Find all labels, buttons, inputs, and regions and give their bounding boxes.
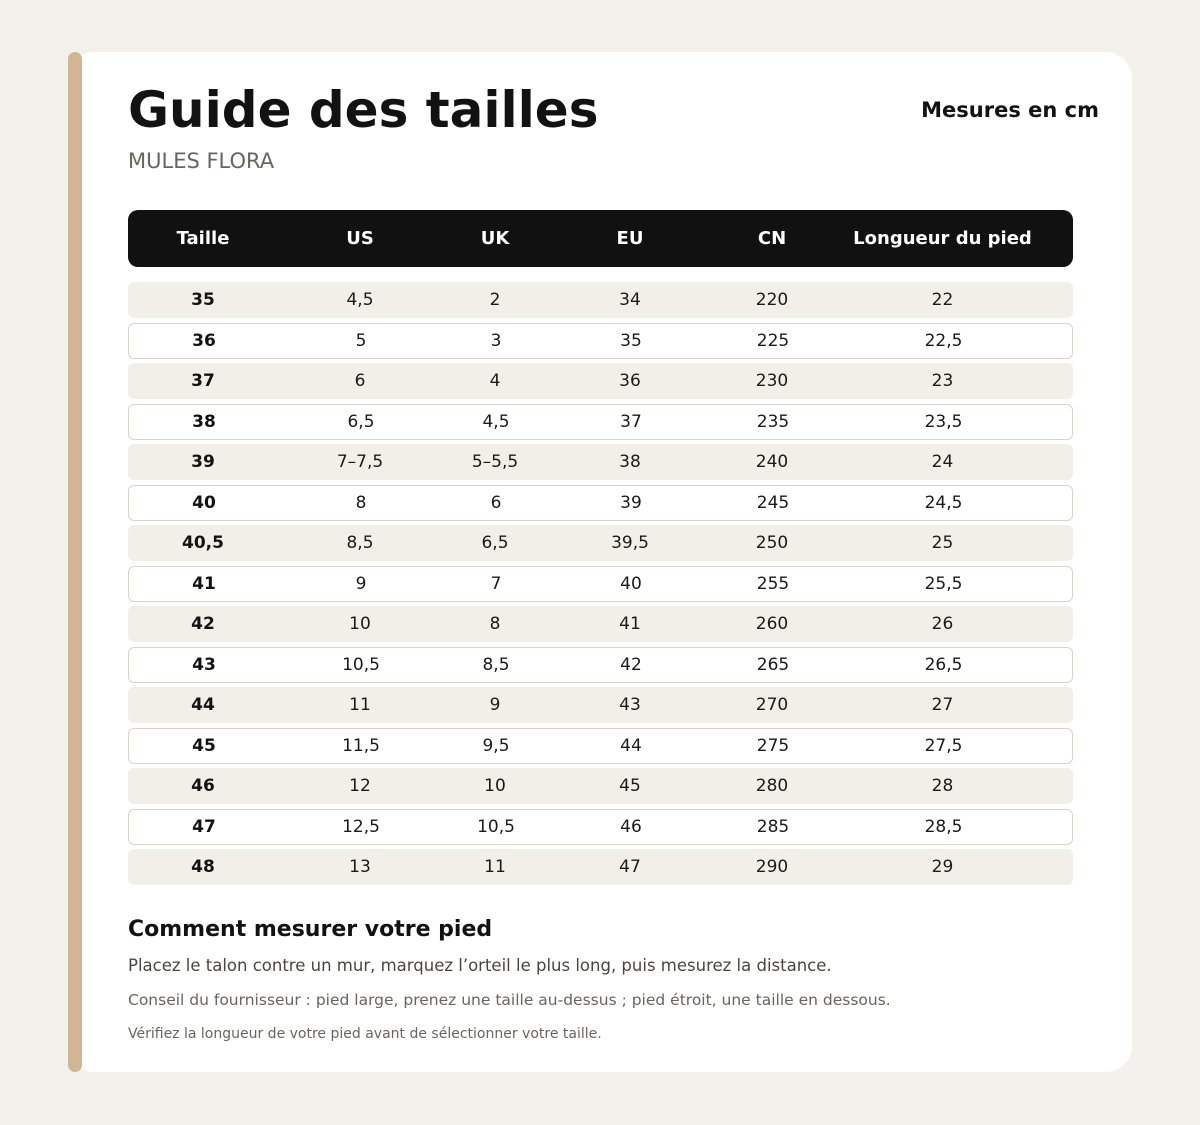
cell-size: 40 <box>192 492 216 513</box>
table-row <box>128 363 1073 399</box>
cell-us: 8 <box>355 492 367 513</box>
table-row <box>128 323 1073 359</box>
cell-us: 13 <box>349 857 371 877</box>
cell-eu: 44 <box>620 735 642 756</box>
cell-eu: 34 <box>619 290 641 310</box>
cell-cn: 280 <box>755 776 789 796</box>
table-row <box>128 525 1073 561</box>
table-row <box>128 566 1073 602</box>
cell-uk: 9,5 <box>482 735 510 756</box>
cell-cn: 270 <box>755 695 789 715</box>
cell-eu: 39 <box>620 492 642 513</box>
cell-foot-length: 26 <box>931 614 954 634</box>
table-row <box>128 404 1073 440</box>
cell-cn: 230 <box>755 371 789 391</box>
cell-uk: 8 <box>489 614 501 634</box>
accent-bar <box>68 52 82 1072</box>
verification-note: Vérifiez la longueur de votre pied avant de sélectionner votre taille. <box>128 1026 602 1042</box>
table-row <box>128 809 1073 845</box>
cell-uk: 8,5 <box>482 654 510 675</box>
cell-foot-length: 29 <box>931 857 954 877</box>
cell-cn: 225 <box>756 330 790 351</box>
cell-foot-length: 27,5 <box>924 735 963 756</box>
cell-size: 43 <box>192 654 216 675</box>
cell-eu: 36 <box>619 371 641 391</box>
cell-us: 12 <box>349 776 371 796</box>
cell-uk: 7 <box>490 573 502 594</box>
supplier-tip: Conseil du fournisseur : pied large, prenez une taille au-dessus ; pied étroit, une taille en dessous. <box>128 991 891 1009</box>
cell-us: 11 <box>349 695 371 715</box>
units-label: Mesures en cm <box>921 98 1099 122</box>
cell-size: 35 <box>191 290 215 310</box>
cell-foot-length: 27 <box>931 695 954 715</box>
cell-size: 42 <box>191 614 215 634</box>
table-row <box>128 606 1073 642</box>
table-row <box>128 728 1073 764</box>
cell-uk: 3 <box>490 330 502 351</box>
table-row <box>128 687 1073 723</box>
cell-size: 36 <box>192 330 216 351</box>
cell-eu: 35 <box>620 330 642 351</box>
cell-foot-length: 24 <box>931 452 954 472</box>
cell-us: 10 <box>349 614 371 634</box>
cell-size: 38 <box>192 411 216 432</box>
cell-foot-length: 26,5 <box>924 654 963 675</box>
cell-cn: 245 <box>756 492 790 513</box>
cell-foot-length: 22 <box>931 290 954 310</box>
header-uk: UK <box>480 228 510 249</box>
cell-size: 37 <box>191 371 215 391</box>
cell-foot-length: 23 <box>931 371 954 391</box>
cell-cn: 220 <box>755 290 789 310</box>
cell-eu: 46 <box>620 816 642 837</box>
cell-us: 5 <box>355 330 367 351</box>
cell-uk: 9 <box>489 695 501 715</box>
cell-size: 39 <box>191 452 215 472</box>
cell-uk: 11 <box>484 857 506 877</box>
measure-instruction: Placez le talon contre un mur, marquez l’orteil le plus long, puis mesurez la distance. <box>128 956 832 975</box>
cell-size: 46 <box>191 776 215 796</box>
cell-us: 9 <box>355 573 367 594</box>
cell-cn: 235 <box>756 411 790 432</box>
cell-foot-length: 22,5 <box>924 330 963 351</box>
cell-us: 8,5 <box>346 533 374 553</box>
header-eu: EU <box>616 228 644 249</box>
header-cn: CN <box>757 228 787 249</box>
cell-size: 41 <box>192 573 216 594</box>
table-row <box>128 849 1073 885</box>
cell-us: 12,5 <box>342 816 380 837</box>
cell-us: 10,5 <box>342 654 380 675</box>
cell-foot-length: 25,5 <box>924 573 963 594</box>
cell-size: 47 <box>192 816 216 837</box>
table-row <box>128 768 1073 804</box>
cell-uk: 6 <box>490 492 502 513</box>
table-row <box>128 282 1073 318</box>
cell-uk: 4,5 <box>482 411 510 432</box>
cell-uk: 10,5 <box>477 816 515 837</box>
cell-foot-length: 24,5 <box>924 492 963 513</box>
table-row <box>128 444 1073 480</box>
cell-eu: 39,5 <box>611 533 649 553</box>
cell-us: 6 <box>354 371 366 391</box>
size-table <box>128 210 1073 890</box>
cell-cn: 265 <box>756 654 790 675</box>
cell-size: 45 <box>192 735 216 756</box>
cell-eu: 37 <box>620 411 642 432</box>
cell-eu: 42 <box>620 654 642 675</box>
cell-foot-length: 23,5 <box>924 411 963 432</box>
table-body <box>128 282 1073 885</box>
cell-cn: 255 <box>756 573 790 594</box>
cell-uk: 2 <box>489 290 501 310</box>
cell-us: 6,5 <box>347 411 375 432</box>
cell-foot-length: 25 <box>931 533 954 553</box>
cell-us: 11,5 <box>342 735 380 756</box>
cell-us: 4,5 <box>346 290 374 310</box>
table-row <box>128 485 1073 521</box>
cell-uk: 6,5 <box>481 533 509 553</box>
cell-cn: 290 <box>755 857 789 877</box>
cell-eu: 47 <box>619 857 641 877</box>
cell-uk: 5–5,5 <box>471 452 519 472</box>
table-header <box>128 210 1073 267</box>
cell-cn: 260 <box>755 614 789 634</box>
cell-size: 48 <box>191 857 215 877</box>
cell-cn: 275 <box>756 735 790 756</box>
product-name: MULES FLORA <box>128 149 275 173</box>
header-size: Taille <box>176 228 230 249</box>
cell-eu: 38 <box>619 452 641 472</box>
cell-size: 44 <box>191 695 215 715</box>
cell-us: 7–7,5 <box>336 452 384 472</box>
cell-eu: 40 <box>620 573 642 594</box>
cell-foot-length: 28,5 <box>924 816 963 837</box>
page-title: Guide des tailles <box>128 81 599 139</box>
cell-cn: 250 <box>755 533 789 553</box>
cell-cn: 285 <box>756 816 790 837</box>
cell-uk: 4 <box>489 371 501 391</box>
cell-uk: 10 <box>484 776 506 796</box>
cell-eu: 41 <box>619 614 641 634</box>
cell-size: 40,5 <box>182 533 224 553</box>
cell-cn: 240 <box>755 452 789 472</box>
cell-eu: 45 <box>619 776 641 796</box>
cell-eu: 43 <box>619 695 641 715</box>
measure-heading: Comment mesurer votre pied <box>128 917 493 942</box>
header-foot-length: Longueur du pied <box>853 228 1032 249</box>
header-us: US <box>346 228 374 249</box>
cell-foot-length: 28 <box>931 776 954 796</box>
table-row <box>128 647 1073 683</box>
